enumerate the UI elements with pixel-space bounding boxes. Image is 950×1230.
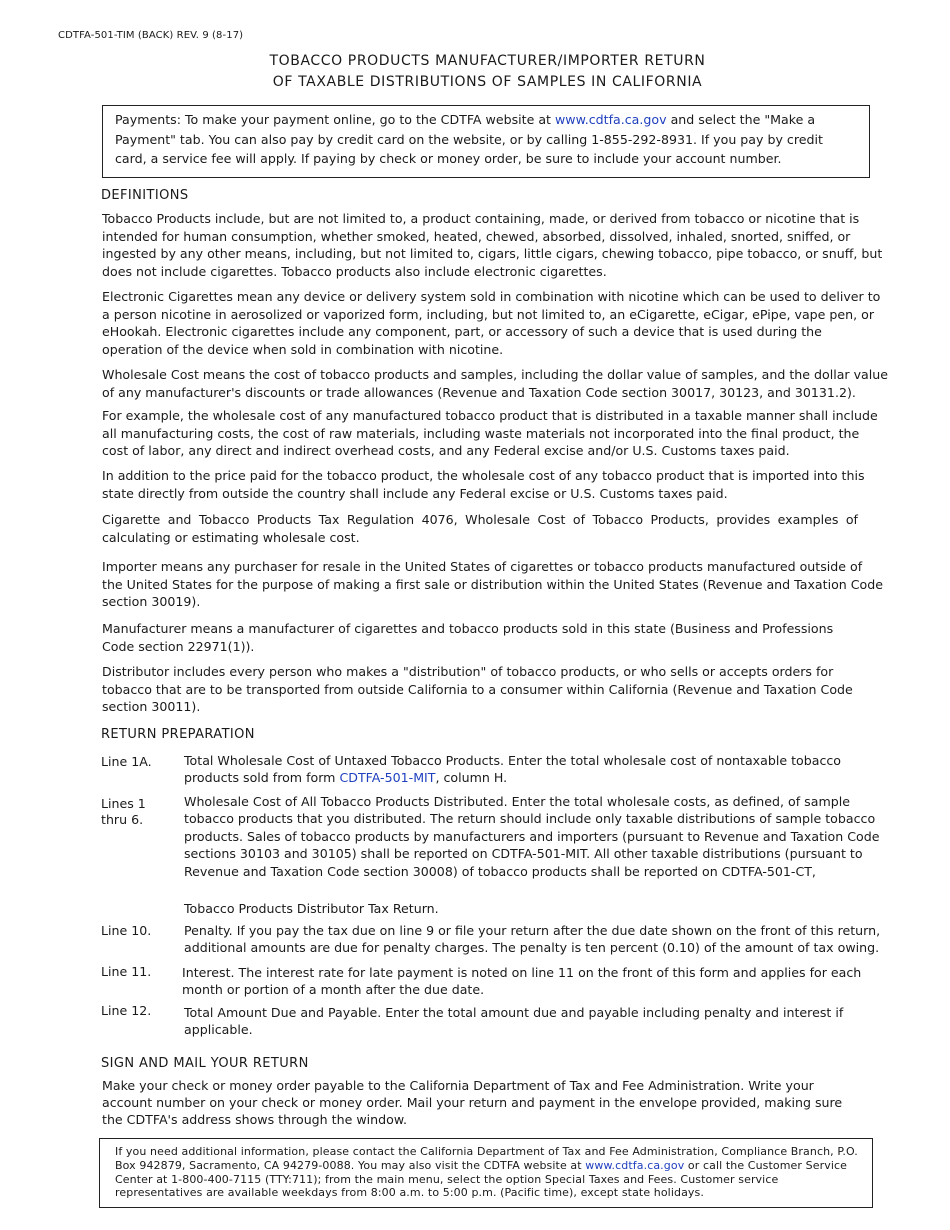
definition-tobacco-products: Tobacco Products include, but are not limited to, a product containing, made, or derived from tobacco or nicotine that is intended for human consumption, whether smoked, heated, chewed, absorbed, dissolved, inhaled, snorted, sniffed, or ingested by any other means, including, but not limited to, cigars, little cigars, chewing tobacco, pipe tobacco, or snuff, but does not include cigarettes. Tobacco products also include electronic cigarettes. (102, 211, 883, 279)
line-10-text: Penalty. If you pay the tax due on line 9 or file your return after the due date shown on the front of this return, additional amounts are due for penalty charges. The penalty is ten percent (0.10) of the amount of tax owing. (184, 923, 881, 956)
line-12-label: Line 12. (101, 1003, 152, 1018)
definition-wholesale-cost: Wholesale Cost means the cost of tobacco products and samples, including the dollar value of samples, and the dollar value of any manufacturer's discounts or trade allowances (Revenue and Taxation Code section 30017, 30123, and 30131.2). (102, 367, 888, 400)
line-11-label: Line 11. (101, 964, 152, 979)
definition-regulation-4076: Cigarette and Tobacco Products Tax Regulation 4076, Wholesale Cost of Tobacco Products, provides examples of calculating or estimating wholesale cost. (102, 512, 858, 545)
definition-importer: Importer means any purchaser for resale in the United States of cigarettes or tobacco products manufactured outside of the United States for the purpose of making a first sale or distribution within the United States (Revenue and Taxation Code section 30019). (102, 559, 884, 610)
payments-box (102, 105, 870, 178)
additional-info-text-continued: or call the Customer Service Center at 1-800-400-7115 (TTY:711); from the main menu, select the option Special Taxes and Fees. Customer service representatives are available weekdays from 8:00 a.m. to 5:00 p.m. (Pacific time), except state holidays. (115, 1158, 847, 1200)
line-12-text: Total Amount Due and Payable. Enter the total amount due and payable including penalty and interest if applicable. (184, 1005, 844, 1038)
payments-text: Payments: To make your payment online, go to the CDTFA website at (115, 112, 555, 127)
line-1a-description: Total Wholesale Cost of Untaxed Tobacco Products. Enter the total wholesale cost of nontaxable tobacco products sold from form (184, 753, 842, 786)
definition-wholesale-cost-example: For example, the wholesale cost of any manufactured tobacco product that is distributed in a taxable manner shall include all manufacturing costs, the cost of raw materials, including waste materials not incorporated into the final product, the cost of labor, any direct and indirect overhead costs, and any Federal excise and/or U.S. Customs taxes paid. (102, 408, 878, 459)
definition-imported-cost: In addition to the price paid for the tobacco product, the wholesale cost of any tobacco product that is imported into this state directly from outside the country shall include any Federal excise or U.S. Customs taxes paid. (102, 468, 865, 501)
definition-distributor: Distributor includes every person who makes a "distribution" of tobacco products, or who sells or accepts orders for tobacco that are to be transported from outside California to a consumer within California (Revenue and Taxation Code section 30011). (102, 664, 853, 715)
lines-1-6-text-continued: Tobacco Products Distributor Tax Return. (184, 901, 439, 916)
definition-electronic-cigarettes: Electronic Cigarettes mean any device or delivery system sold in combination with nicotine which can be used to deliver to a person nicotine in aerosolized or vaporized form, including, but not limited to, an eCigarette, eCigar, ePipe, vape pen, or eHookah. Electronic cigarettes include any component, part, or accessory of such a device that is used during the operation of the device when sold in combination with nicotine. (102, 289, 881, 357)
cdtfa-501-mit-link[interactable]: CDTFA-501-MIT (339, 770, 436, 786)
line-1a-description-end: , column H. (435, 770, 508, 786)
page-title-line-1: TOBACCO PRODUCTS MANUFACTURER/IMPORTER RETURN (269, 53, 706, 69)
line-1a-label: Line 1A. (101, 754, 152, 769)
sign-and-mail-heading: SIGN AND MAIL YOUR RETURN (101, 1056, 309, 1071)
form-number: CDTFA-501-TIM (BACK) REV. 9 (8-17) (58, 30, 244, 41)
cdtfa-website-footer-link[interactable]: www.cdtfa.ca.gov (585, 1158, 685, 1172)
additional-info-box (99, 1138, 873, 1208)
sign-and-mail-text: Make your check or money order payable to the California Department of Tax and Fee Administration. Write your account number on your check or money order. Mail your return and payment in the envelope provided, making sure the CDTFA's address shows through the window. (102, 1078, 843, 1127)
additional-info-text: If you need additional information, please contact the California Department of Tax and Fee Administration, Compliance Branch, P.O. Box 942879, Sacramento, CA 94279-0088. You may also visit the CDTFA website at (115, 1145, 858, 1172)
lines-1-6-text: Wholesale Cost of All Tobacco Products Distributed. Enter the total wholesale costs, as defined, of sample tobacco products that you distributed. The return should include only taxable distributions of sample tobacco products. Sales of tobacco products by manufacturers and importers (pursuant to Revenue and Taxation Code sections 30103 and 30105) shall be reported on CDTFA-501-MIT. All other taxable distributions (pursuant to Revenue and Taxation Code section 30008) of tobacco products shall be reported on CDTFA-501-CT, (184, 794, 880, 879)
page-title-line-2: OF TAXABLE DISTRIBUTIONS OF SAMPLES IN CALIFORNIA (272, 74, 703, 90)
payments-text-continued: and select the "Make a Payment" tab. You can also pay by credit card on the website, or by calling 1-855-292-8931. If you pay by credit card, a service fee will apply. If paying by check or money order, be sure to include your account number. (115, 112, 823, 166)
line-10-label: Line 10. (101, 923, 152, 938)
definition-manufacturer: Manufacturer means a manufacturer of cigarettes and tobacco products sold in this state (Business and Professions Code section 22971(1)). (102, 621, 834, 654)
lines-1-6-label-2: thru 6. (101, 812, 144, 827)
lines-1-6-label-1: Lines 1 (101, 796, 146, 811)
cdtfa-website-link[interactable]: www.cdtfa.ca.gov (555, 112, 667, 127)
line-1a-text (184, 752, 870, 787)
line-11-text: Interest. The interest rate for late payment is noted on line 11 on the front of this form and applies for each month or portion of a month after the due date. (182, 965, 862, 998)
return-preparation-heading: RETURN PREPARATION (101, 727, 255, 742)
definitions-heading: DEFINITIONS (101, 188, 189, 203)
